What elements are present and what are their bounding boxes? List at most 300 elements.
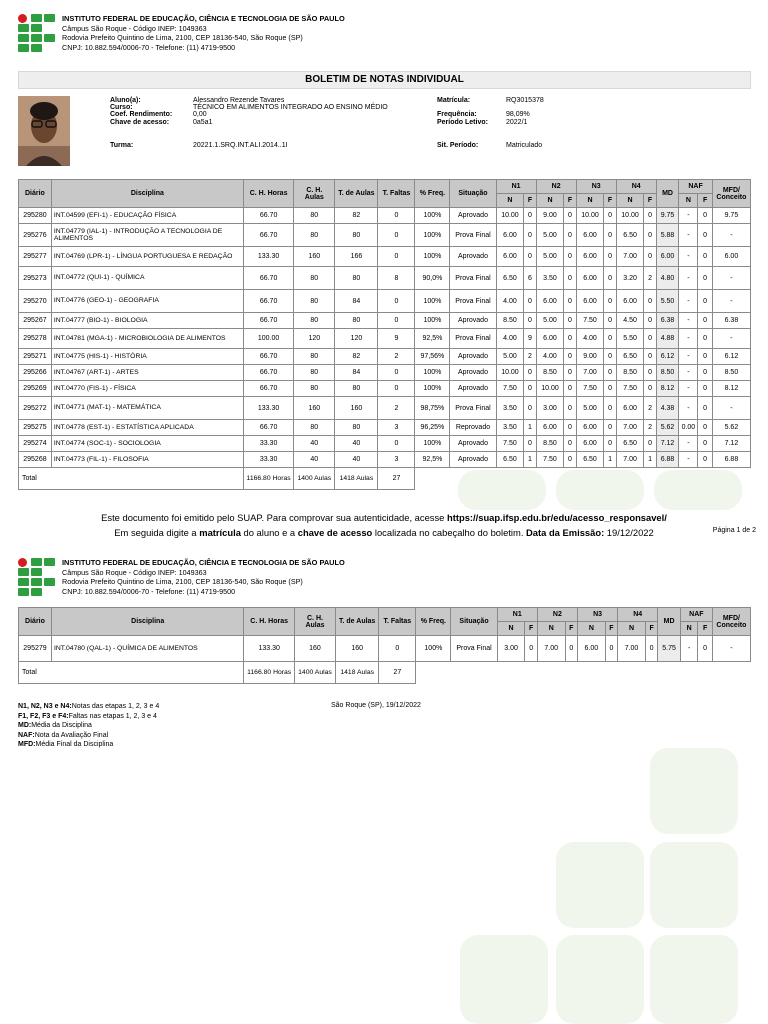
total-t-aulas: 1418 Aulas [336,662,379,684]
cell-cha: 80 [294,381,335,397]
col-n-sub: N [618,622,646,636]
cell-diario: 295273 [19,267,52,290]
cell-md: 4.88 [656,329,679,349]
cell-ta: 84 [335,365,378,381]
cell-f1: 0 [524,290,536,313]
cell-freq: 90,0% [415,267,450,290]
cell-n2: 4.00 [536,349,564,365]
total-empty [415,468,751,490]
cell-md: 6.38 [656,313,679,329]
cell-diario: 295278 [19,329,52,349]
cell-f1: 0 [524,224,536,247]
cell-tf: 2 [378,397,415,420]
cell-tf: 3 [378,452,415,468]
coef-value: 0,00 [193,111,207,119]
cell-md: 9.75 [656,208,679,224]
cell-naf: - [679,365,698,381]
legend-item: F1, F2, F3 e F4:Faltas nas etapas 1, 2, 3 e 4 [18,712,157,720]
cell-sit: Aprovado [450,247,496,267]
col-n3: N3 [576,180,616,194]
cell-n4: 6.00 [616,290,644,313]
cell-naf: - [679,329,698,349]
cell-diario: 295270 [19,290,52,313]
cell-n4: 7.00 [616,247,644,267]
cell-fn: 0 [698,349,712,365]
cell-n4: 7.00 [616,420,644,436]
col-ch-horas: C. H. Horas [243,180,293,208]
cell-diario: 295269 [19,381,52,397]
cell-fn: 0 [698,452,712,468]
cell-diario: 295274 [19,436,52,452]
legend-item: MD:Média da Disciplina [18,722,92,730]
cell-cha: 160 [294,247,335,267]
cell-freq: 96,25% [415,420,450,436]
cell-sit: Reprovado [450,420,496,436]
cell-freq: 100% [415,247,450,267]
access-key: 0a5a1 [193,118,213,126]
col-naf: NAF [680,608,712,622]
place-date: São Roque (SP), 19/12/2022 [331,702,421,709]
cell-chh: 66.70 [243,381,293,397]
cell-freq: 100% [416,636,451,662]
cell-mfd: - [712,636,750,662]
cell-f4: 1 [644,452,656,468]
cell-disciplina: INT.04779 (IAL-1) - INTRODUÇÃO A TECNOLOGIA DE ALIMENTOS [51,224,243,247]
legend-item: MFD:Média Final da Disciplina [18,741,114,749]
cell-n3: 6.00 [576,420,604,436]
col-t-aulas: T. de Aulas [335,180,378,208]
cell-n3: 6.00 [577,636,605,662]
cell-md: 6.12 [656,349,679,365]
cell-n1: 7.50 [496,436,524,452]
cell-md: 8.50 [656,365,679,381]
watermark-block [556,935,644,1024]
col-mfd: MFD/ Conceito [712,180,750,208]
cell-f1: 0 [524,365,536,381]
cell-diario: 295271 [19,349,52,365]
total-t-faltas: 27 [378,468,415,490]
cell-f2: 0 [564,267,576,290]
cell-chh: 133.30 [243,397,293,420]
cell-ta: 160 [336,636,379,662]
cell-fn: 0 [698,290,712,313]
cell-freq: 100% [415,208,450,224]
cell-diario: 295276 [19,224,52,247]
cell-f1: 0 [524,397,536,420]
cell-cha: 80 [294,349,335,365]
cell-f3: 0 [604,365,616,381]
cell-disciplina: INT.04771 (MAT-1) - MATEMÁTICA [51,397,243,420]
cell-f3: 0 [604,290,616,313]
cell-f2: 0 [565,636,577,662]
col-n-sub: N [616,194,644,208]
cell-md: 8.12 [656,381,679,397]
cell-fn: 0 [698,313,712,329]
cell-ta: 160 [335,397,378,420]
cell-f3: 0 [604,397,616,420]
total-row [19,468,751,490]
cell-disciplina: INT.04770 (FIS-1) - FÍSICA [51,381,243,397]
cell-fn: 0 [698,436,712,452]
total-ch-aulas: 1400 Aulas [294,662,335,684]
cell-n1: 3.50 [496,420,524,436]
turma-value: 20221.1.SRQ.INT.ALI.2014..1I [193,142,288,149]
cell-fn: 0 [698,267,712,290]
cell-f1: 0 [524,247,536,267]
cell-f2: 0 [564,290,576,313]
cell-disciplina: INT.04781 (MGA-1) - MICROBIOLOGIA DE ALIMENTOS [51,329,243,349]
cell-n4: 5.50 [616,329,644,349]
cell-n2: 5.00 [536,247,564,267]
address: Rodovia Prefeito Quintino de Lima, 2100, CEP 18136-540, São Roque (SP) [62,33,303,43]
cell-n1: 6.00 [496,224,524,247]
cell-fn: 0 [698,208,712,224]
cell-f3: 0 [604,329,616,349]
grades-table-header [19,180,751,208]
cell-n3: 7.50 [576,381,604,397]
cell-naf: - [680,636,698,662]
cell-chh: 66.70 [243,208,293,224]
col-f-sub: F [604,194,616,208]
cell-tf: 0 [379,636,416,662]
cell-diario: 295272 [19,397,52,420]
cell-n1: 10.00 [496,365,524,381]
grades-table-header [19,608,751,636]
table-row [19,247,751,267]
cell-disciplina: INT.04775 (HIS-1) - HISTÓRIA [51,349,243,365]
cell-f4: 0 [645,636,657,662]
col-naf: NAF [679,180,713,194]
cell-cha: 80 [294,290,335,313]
cell-n1: 10.00 [496,208,524,224]
cell-ta: 80 [335,224,378,247]
total-ch-aulas: 1400 Aulas [294,468,335,490]
cell-n3: 4.00 [576,329,604,349]
cell-mfd: 7.12 [712,436,750,452]
cell-disciplina: INT.04773 (FIL-1) - FILOSOFIA [51,452,243,468]
cell-n2: 9.00 [536,208,564,224]
cell-f2: 0 [564,381,576,397]
cell-cha: 40 [294,436,335,452]
cell-n2: 10.00 [536,381,564,397]
cell-fn: 0 [698,365,712,381]
cell-ta: 82 [335,349,378,365]
col-n2: N2 [537,608,577,622]
cell-f4: 0 [644,290,656,313]
cell-mfd: - [712,224,750,247]
table-row [19,290,751,313]
contact: CNPJ: 10.882.594/0006-70 - Telefone: (11) 4719-9500 [62,42,236,52]
cell-naf: - [679,208,698,224]
cell-f1: 6 [524,267,536,290]
col-n-sub: N [577,622,605,636]
col-f-sub: F [525,622,537,636]
cell-tf: 0 [378,247,415,267]
col-md: MD [658,608,681,636]
cell-f3: 0 [604,381,616,397]
cell-n4: 7.50 [616,381,644,397]
cell-n2: 6.00 [536,420,564,436]
cell-fn: 0 [698,397,712,420]
col-situacao: Situação [451,608,497,636]
cell-disciplina: INT.04599 (EFI-1) - EDUCAÇÃO FÍSICA [51,208,243,224]
cell-md: 5.88 [656,224,679,247]
cell-n4: 10.00 [616,208,644,224]
cell-sit: Aprovado [450,313,496,329]
cell-chh: 66.70 [243,224,293,247]
cell-mfd: 6.88 [712,452,750,468]
col-n4: N4 [618,608,658,622]
cell-disciplina: INT.04767 (ART-1) - ARTES [51,365,243,381]
col-f-sub: F [698,194,712,208]
cell-disciplina: INT.04777 (BIO-1) - BIOLOGIA [51,313,243,329]
cell-disciplina: INT.04780 (QAL-1) - QUÍMICA DE ALIMENTOS [51,636,244,662]
cell-n4: 7.00 [618,636,646,662]
cell-n3: 6.00 [576,436,604,452]
cell-n3: 7.50 [576,313,604,329]
col-freq: % Freq. [415,180,450,208]
cell-f1: 2 [524,349,536,365]
col-ch-aulas: C. H. Aulas [294,180,335,208]
col-f-sub: F [698,622,712,636]
cell-n2: 5.00 [536,224,564,247]
total-t-faltas: 27 [379,662,416,684]
cell-md: 4.80 [656,267,679,290]
cell-n3: 6.00 [576,247,604,267]
cell-n4: 4.50 [616,313,644,329]
cell-ta: 80 [335,267,378,290]
cell-n4: 6.50 [616,349,644,365]
table-row [19,224,751,247]
cell-md: 5.75 [658,636,681,662]
cell-sit: Aprovado [450,452,496,468]
cell-f4: 0 [644,247,656,267]
cell-n2: 3.00 [536,397,564,420]
cell-f3: 0 [604,224,616,247]
cell-n3: 7.00 [576,365,604,381]
cell-md: 5.50 [656,290,679,313]
frequency-value: 98,09% [506,111,530,119]
cell-f2: 0 [564,365,576,381]
cell-n4: 8.50 [616,365,644,381]
cell-mfd: 9.75 [712,208,750,224]
cell-md: 6.00 [656,247,679,267]
col-f-sub: F [644,194,656,208]
cell-sit: Prova Final [450,267,496,290]
total-ch-horas: 1166.80 Horas [243,468,293,490]
cell-cha: 160 [294,397,335,420]
cell-n2: 3.50 [536,267,564,290]
col-diario: Diário [19,180,52,208]
cell-disciplina: INT.04774 (SOC-1) - SOCIOLOGIA [51,436,243,452]
cell-diario: 295280 [19,208,52,224]
grades-table [18,179,751,490]
cell-n3: 6.00 [576,267,604,290]
cell-f3: 0 [604,349,616,365]
cell-tf: 8 [378,267,415,290]
cell-f3: 0 [604,208,616,224]
cell-naf: - [679,290,698,313]
cell-tf: 2 [378,349,415,365]
cell-chh: 100.00 [243,329,293,349]
cell-mfd: - [712,329,750,349]
cell-f2: 0 [564,452,576,468]
cell-cha: 40 [294,452,335,468]
cell-tf: 0 [378,290,415,313]
col-n2: N2 [536,180,576,194]
cell-mfd: 6.12 [712,349,750,365]
cell-ta: 120 [335,329,378,349]
watermark-block [650,748,738,834]
cell-chh: 33.30 [243,436,293,452]
cell-freq: 92,5% [415,329,450,349]
cell-n2: 6.00 [536,329,564,349]
student-name: Alessandro Rezende Tavares [193,97,285,104]
cell-ta: 40 [335,436,378,452]
cell-freq: 98,75% [415,397,450,420]
cell-n4: 6.00 [616,397,644,420]
cell-ta: 80 [335,313,378,329]
table-row [19,452,751,468]
cell-sit: Prova Final [450,329,496,349]
col-n-sub: N [576,194,604,208]
cell-freq: 100% [415,436,450,452]
cell-naf: - [679,224,698,247]
cell-ta: 82 [335,208,378,224]
col-f-sub: F [565,622,577,636]
cell-mfd: 8.12 [712,381,750,397]
campus-info: Câmpus São Roque - Código INEP: 1049363 [62,23,207,33]
cell-freq: 92,5% [415,452,450,468]
cell-tf: 0 [378,208,415,224]
cell-sit: Prova Final [450,397,496,420]
cell-tf: 0 [378,381,415,397]
cell-naf: - [679,452,698,468]
course-name: TÉCNICO EM ALIMENTOS INTEGRADO AO ENSINO MÉDIO [193,104,388,112]
cell-f4: 0 [644,208,656,224]
cell-mfd: 6.38 [712,313,750,329]
cell-ta: 84 [335,290,378,313]
col-diario: Diário [19,608,52,636]
cell-diario: 295277 [19,247,52,267]
cell-sit: Aprovado [450,381,496,397]
table-row [19,349,751,365]
cell-n1: 6.50 [496,267,524,290]
cell-md: 5.62 [656,420,679,436]
col-n-sub: N [680,622,698,636]
cell-f2: 0 [564,349,576,365]
cell-f4: 0 [644,349,656,365]
col-t-faltas: T. Faltas [379,608,416,636]
cell-n1: 3.50 [496,397,524,420]
cell-f4: 0 [644,436,656,452]
student-info-labels: Aluno(a): Curso: Coef. Rendimento: Chave de acesso: [110,97,173,126]
cell-f3: 0 [604,420,616,436]
cell-f2: 0 [564,397,576,420]
table-row [19,636,751,662]
cell-freq: 100% [415,224,450,247]
cell-sit: Prova Final [450,224,496,247]
cell-cha: 160 [294,636,335,662]
institution-header [18,14,618,56]
cell-f2: 0 [564,313,576,329]
col-situacao: Situação [450,180,496,208]
legend-item: NAF:Nota da Avaliação Final [18,731,109,739]
watermark-block [650,935,738,1024]
col-n-sub: N [496,194,524,208]
cell-ta: 40 [335,452,378,468]
cell-f3: 0 [604,436,616,452]
cell-f1: 1 [524,420,536,436]
cell-chh: 66.70 [243,313,293,329]
cell-n2: 7.50 [536,452,564,468]
cell-n3: 9.00 [576,349,604,365]
col-n4: N4 [616,180,656,194]
cell-n3: 6.00 [576,290,604,313]
cell-n3: 6.50 [576,452,604,468]
cell-fn: 0 [698,224,712,247]
cell-f2: 0 [564,224,576,247]
institution-header-2: INSTITUTO FEDERAL DE EDUCAÇÃO, CIÊNCIA E TECNOLOGIA DE SÃO PAULO Câmpus São Roque - Código INEP: 1049363 Rodovia Prefeito Quintino de Lima, 2100, CEP 18136-540, São Roque (SP) CNPJ: 10.882.594/0006-70 - Telefone: (11) 4719-9500 [18,558,618,600]
cell-n3: 6.00 [576,224,604,247]
watermark-block [650,842,738,928]
cell-chh: 66.70 [243,290,293,313]
ifsp-logo [18,558,55,596]
sit-label: Sit. Período: [437,142,479,149]
grades-table-2 [18,607,751,684]
watermark-block [556,842,644,928]
cell-diario: 295268 [19,452,52,468]
cell-f3: 1 [604,452,616,468]
cell-naf: - [679,313,698,329]
cell-tf: 0 [378,436,415,452]
cell-f4: 0 [644,381,656,397]
cell-diario: 295275 [19,420,52,436]
col-n-sub: N [497,622,525,636]
table-row [19,420,751,436]
cell-mfd: 8.50 [712,365,750,381]
cell-md: 7.12 [656,436,679,452]
cell-chh: 66.70 [243,365,293,381]
total-label: Total [19,662,244,684]
cell-fn: 0 [698,381,712,397]
cell-f2: 0 [564,436,576,452]
cell-f3: 0 [604,247,616,267]
grades-table-body [19,636,751,684]
cell-disciplina: INT.04769 (LPR-1) - LÍNGUA PORTUGUESA E REDAÇÃO [51,247,243,267]
table-row [19,208,751,224]
institution-name: INSTITUTO FEDERAL DE EDUCAÇÃO, CIÊNCIA E TECNOLOGIA DE SÃO PAULO [62,14,345,23]
cell-cha: 120 [294,329,335,349]
cell-freq: 97,56% [415,349,450,365]
cell-chh: 66.70 [243,267,293,290]
cell-naf: - [679,267,698,290]
cell-n2: 8.50 [536,436,564,452]
cell-ta: 166 [335,247,378,267]
turma-label: Turma: [110,142,134,149]
cell-freq: 100% [415,365,450,381]
col-md: MD [656,180,679,208]
period-value: 2022/1 [506,118,528,126]
total-ch-horas: 1166.80 Horas [244,662,294,684]
cell-naf: - [679,349,698,365]
cell-mfd: 6.00 [712,247,750,267]
grades-table-body [19,208,751,490]
matricula-value: RQ3015378 [506,97,544,104]
cell-md: 6.88 [656,452,679,468]
cell-n2: 5.00 [536,313,564,329]
ifsp-logo [18,14,55,52]
